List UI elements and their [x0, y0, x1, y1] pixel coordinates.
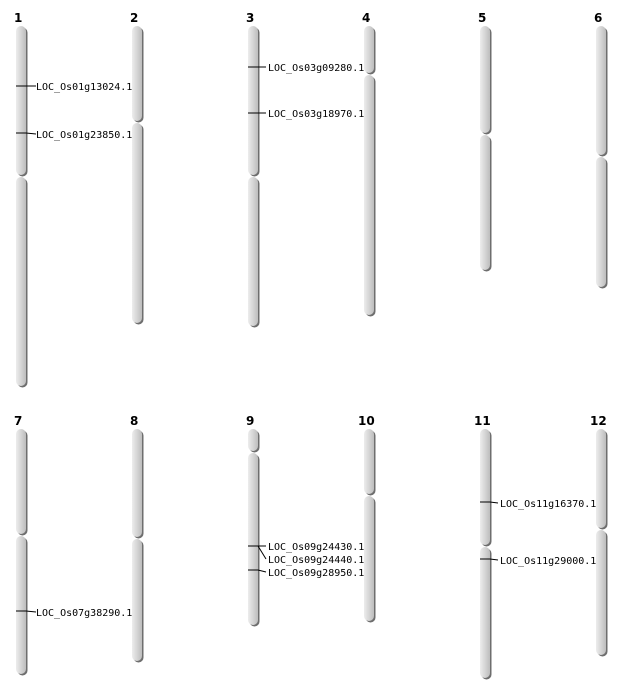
chromosome-long-arm — [132, 539, 142, 661]
chromosome-label: 1 — [14, 11, 23, 25]
gene-label: LOC_Os01g23850.1 — [36, 130, 133, 141]
chromosome-8 — [130, 414, 144, 663]
chromosome-long-arm — [248, 177, 258, 326]
gene-label: LOC_Os11g16370.1 — [500, 499, 597, 510]
chromosome-12 — [590, 414, 608, 657]
chromosome-long-arm — [132, 123, 142, 323]
chromosome-4 — [362, 11, 376, 317]
chromosome-9 — [246, 414, 364, 627]
chromosome-label: 7 — [14, 414, 23, 428]
chromosome-2 — [130, 11, 144, 325]
chromosome-short-arm — [16, 26, 26, 175]
chromosome-label: 12 — [590, 414, 607, 428]
chromosome-label: 8 — [130, 414, 139, 428]
chromosome-label: 2 — [130, 11, 139, 25]
chromosome-7 — [14, 414, 132, 676]
chromosome-short-arm — [364, 26, 374, 73]
chromosome-short-arm — [364, 429, 374, 494]
chromosome-6 — [594, 11, 608, 289]
chromosome-short-arm — [16, 429, 26, 534]
chromosome-short-arm — [132, 26, 142, 121]
chromosome-5 — [478, 11, 492, 272]
gene-label: LOC_Os09g24440.1 — [268, 555, 365, 566]
gene-label: LOC_Os03g18970.1 — [268, 109, 365, 120]
chromosome-label: 4 — [362, 11, 371, 25]
chromosome-short-arm — [480, 429, 490, 545]
chromosome-label: 3 — [246, 11, 255, 25]
chromosome-long-arm — [364, 75, 374, 315]
chromosome-label: 6 — [594, 11, 603, 25]
gene-label: LOC_Os11g29000.1 — [500, 556, 597, 567]
chromosome-short-arm — [248, 26, 258, 175]
gene-label: LOC_Os03g09280.1 — [268, 63, 365, 74]
gene-label: LOC_Os07g38290.1 — [36, 608, 133, 619]
chromosome-label: 10 — [358, 414, 375, 428]
chromosome-long-arm — [596, 157, 606, 287]
gene-label: LOC_Os09g24430.1 — [268, 542, 365, 553]
gene-label: LOC_Os01g13024.1 — [36, 82, 133, 93]
chromosome-label: 5 — [478, 11, 487, 25]
chromosome-long-arm — [480, 135, 490, 270]
chromosome-short-arm — [248, 429, 258, 451]
chromosome-label: 9 — [246, 414, 255, 428]
chromosome-short-arm — [596, 26, 606, 155]
chromosome-short-arm — [480, 26, 490, 133]
chromosome-label: 11 — [474, 414, 491, 428]
chromosome-long-arm — [364, 496, 374, 621]
chromosome-short-arm — [596, 429, 606, 528]
chromosome-1 — [14, 11, 132, 388]
chromosome-long-arm — [596, 530, 606, 655]
chromosome-long-arm — [248, 453, 258, 625]
chromosome-3 — [246, 11, 364, 328]
chromosome-long-arm — [480, 547, 490, 678]
chromosome-long-arm — [16, 177, 26, 386]
chromosome-11 — [474, 414, 596, 680]
chromosome-long-arm — [16, 536, 26, 674]
gene-label: LOC_Os09g28950.1 — [268, 568, 365, 579]
chromosome-short-arm — [132, 429, 142, 537]
chromosome-10 — [358, 414, 376, 623]
